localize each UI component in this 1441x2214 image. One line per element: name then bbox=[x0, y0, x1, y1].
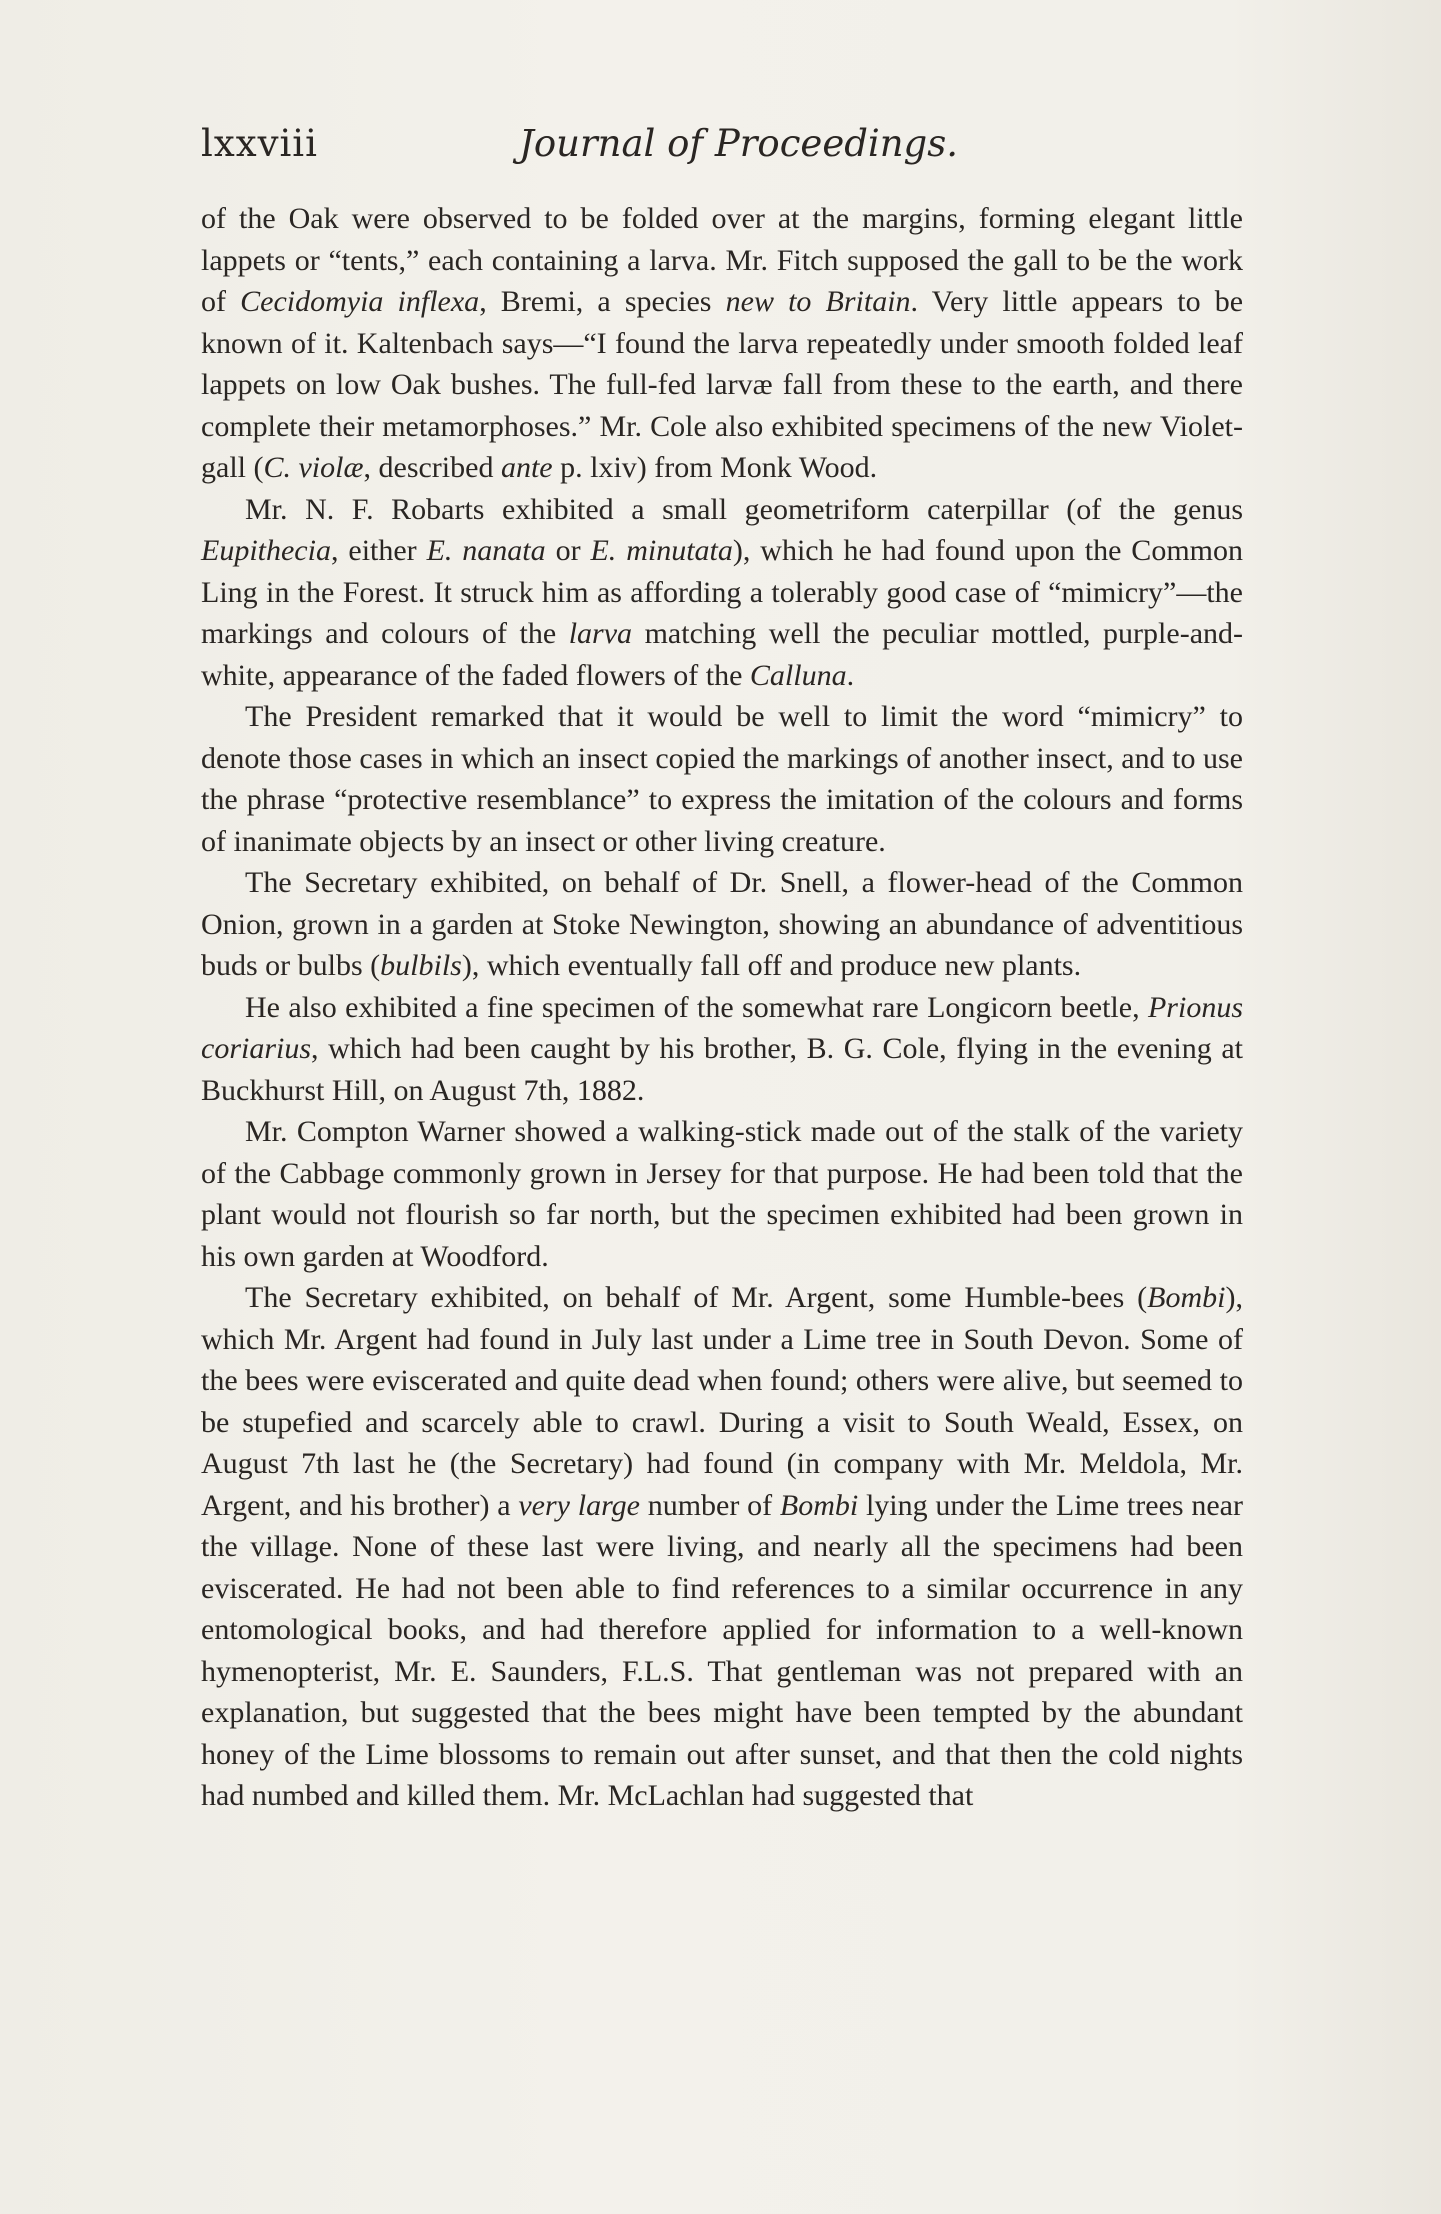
italic-text: very large bbox=[518, 1488, 640, 1522]
paragraph bbox=[201, 1277, 1243, 1817]
text-run: , either bbox=[330, 534, 427, 567]
page-number: lxxviii bbox=[201, 122, 318, 165]
paragraph bbox=[201, 198, 1243, 489]
text-run: ), which he had found upon the Common Ling in the Forest. It struck him as affording a tolerably good case of “mimicry”—the markings and colours of the bbox=[201, 534, 1243, 650]
text-run: matching well the peculiar mottled, purple-and-white, appearance of the faded flowers of the bbox=[201, 617, 1243, 692]
paragraph bbox=[201, 489, 1243, 697]
body-text bbox=[201, 198, 1243, 1817]
paragraph bbox=[201, 987, 1243, 1112]
text-run: , described bbox=[363, 451, 501, 484]
italic-text: larva bbox=[568, 617, 633, 650]
italic-text: new to Britain bbox=[725, 285, 911, 318]
text-run: The Secretary exhibited, on behalf of Mr. Argent, some Humble-bees ( bbox=[245, 1281, 1148, 1314]
text-run: or bbox=[545, 534, 591, 567]
text-run: p. lxiv) from Monk Wood. bbox=[552, 451, 878, 484]
italic-text: Bombi bbox=[1147, 1281, 1226, 1314]
text-run: ), which eventually fall off and produce new plants. bbox=[461, 949, 1082, 982]
italic-text: Eupithecia bbox=[201, 534, 331, 567]
italic-text: E. nanata bbox=[426, 534, 546, 567]
text-run: lying under the Lime trees near the village. None of these last were living, and nearly all the specimens had been eviscerated. He had not been able to find references to a similar occurrence in any entomological books, and had therefore applied for information to a well-known hymenopterist, Mr. E. Saunders, F.L.S. That gentleman was not prepared with an explanation, but suggested that the bees might have been tempted by the abundant honey of the Lime blossoms to remain out after sunset, and that then the cold nights had numbed and killed them. Mr. McLachlan had suggested that bbox=[201, 1488, 1243, 1812]
text-run: number of bbox=[639, 1488, 780, 1522]
italic-text: C. violæ bbox=[263, 451, 364, 484]
italic-text: bulbils bbox=[380, 949, 462, 982]
paragraph bbox=[201, 862, 1243, 987]
text-run: . Very little appears to be known of it. Kaltenbach says—“I found the larva repeatedly under smooth folded leaf lappets on low Oak bushes. The full-fed larvæ fall from these to the earth, and there complete their metamorphoses.” Mr. Cole also exhibited specimens of the new Violet-gall ( bbox=[201, 285, 1244, 484]
text-run: of the Oak were observed to be folded over at the margins, forming elegant little lappets or “tents,” each containing a larva. Mr. Fitch supposed the gall to be the work of bbox=[201, 202, 1243, 318]
page-header bbox=[201, 122, 1241, 182]
text-run: , Bremi, a species bbox=[479, 285, 726, 318]
text-run: ), which Mr. Argent had found in July last under a Lime tree in South Devon. Some of the bees were eviscerated and quite dead when found; others were alive, but seemed to be stupefied and scarcely able to crawl. During a visit to South Weald, Essex, on August 7th last he (the Secretary) had found (in company with Mr. Meldola, Mr. Argent, and his brother) a bbox=[201, 1281, 1243, 1522]
text-run: . bbox=[846, 658, 855, 692]
paragraph bbox=[201, 696, 1243, 862]
text-run: Mr. Compton Warner showed a walking-stick made out of the stalk of the variety of the Cabbage commonly grown in Jersey for that purpose. He had been told that the plant would not flourish so far north, but the specimen exhibited had been grown in his own garden at Woodford. bbox=[201, 1115, 1243, 1273]
italic-text: Bombi bbox=[779, 1488, 859, 1522]
text-run: The President remarked that it would be well to limit the word “mimicry” to denote those cases in which an insect copied the markings of another insect, and to use the phrase “protective resemblance” to express the imitation of the colours and forms of inanimate objects by an insect or other living creature. bbox=[201, 700, 1243, 858]
running-title: Journal of Proceedings. bbox=[519, 122, 958, 165]
text-run: Mr. N. F. Robarts exhibited a small geometriform caterpillar (of the genus bbox=[245, 492, 1243, 526]
italic-text: Calluna bbox=[749, 658, 847, 692]
italic-text: Cecidomyia inflexa bbox=[240, 285, 480, 318]
italic-text: E. minutata bbox=[590, 534, 733, 567]
text-run: The Secretary exhibited, on behalf of Dr. Snell, a flower-head of the Common Onion, grown in a garden at Stoke Newington, showing an abundance of adventitious buds or bulbs ( bbox=[201, 866, 1243, 982]
text-run: , which had been caught by his brother, B. G. Cole, flying in the evening at Buckhurst Hill, on August 7th, 1882. bbox=[201, 1032, 1243, 1107]
italic-text: Prionus coriarius bbox=[201, 990, 1243, 1065]
text-run: He also exhibited a fine specimen of the somewhat rare Longicorn beetle, bbox=[245, 990, 1148, 1024]
italic-text: ante bbox=[500, 451, 553, 484]
paragraph bbox=[201, 1111, 1243, 1277]
